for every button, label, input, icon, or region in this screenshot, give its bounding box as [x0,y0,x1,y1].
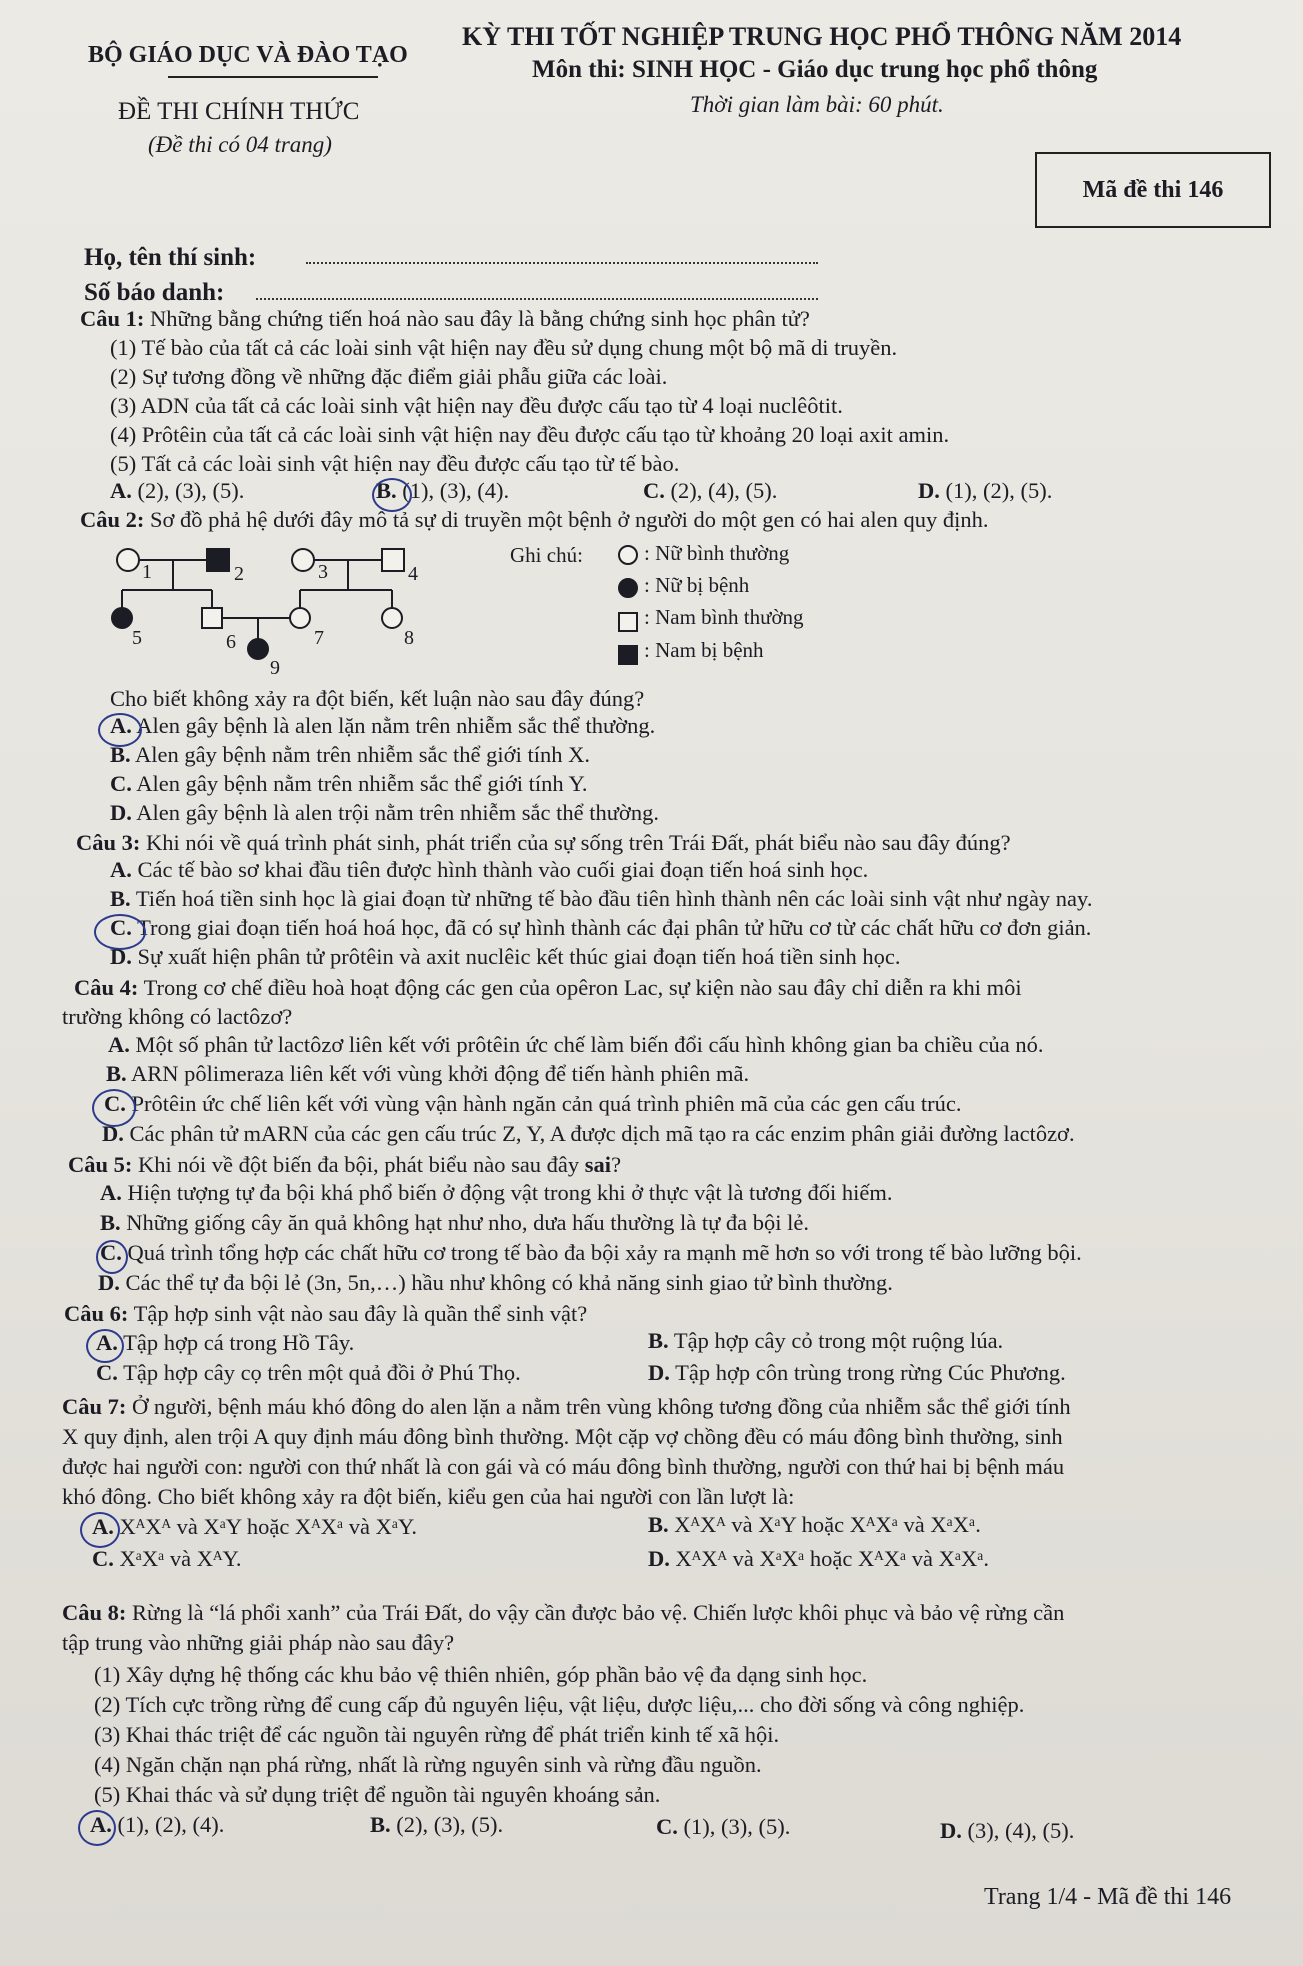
pedigree-label-5: 5 [132,627,142,649]
exam-duration: Thời gian làm bài: 60 phút. [690,92,944,117]
candidate-id-label: Số báo danh: [84,279,225,306]
q3-stem: Câu 3: Khi nói về quá trình phát sinh, phát triển của sự sống trên Trái Đất, phát biểu nào sau đây đúng? [76,830,1011,855]
pedigree-male-2 [207,549,229,571]
q7-option-b[interactable]: B. XᴬXᴬ và XᵃY hoặc XᴬXᵃ và XᵃXᵃ. [648,1512,981,1537]
q8-stem-line2: tập trung vào những giải pháp nào sau đây? [62,1630,455,1655]
q2-option-d[interactable]: D. Alen gây bệnh là alen trội nằm trên nhiễm sắc thể thường. [110,800,659,825]
q5-stem: Câu 5: Khi nói về đột biến đa bội, phát biểu nào sau đây sai? [68,1152,622,1177]
ministry-name: BỘ GIÁO DỤC VÀ ĐÀO TẠO [88,42,408,68]
ministry-underline [168,76,378,78]
q1-item-3: (3) ADN của tất cả các loài sinh vật hiện nay đều được cấu tạo từ 4 loại nuclêôtit. [110,393,843,418]
q7-answer-circle [80,1512,120,1548]
q4-stem-line1: Câu 4: Trong cơ chế điều hoà hoạt động các gen của opêron Lac, sự kiện nào sau đây chỉ diễn ra khi môi [74,975,1022,1000]
q5-option-a[interactable]: A. Hiện tượng tự đa bội khá phổ biến ở động vật trong khi ở thực vật là tương đối hiếm. [100,1180,893,1205]
pedigree-label-2: 2 [234,563,244,585]
q1-option-c[interactable]: C. (2), (4), (5). [643,478,778,503]
legend-female-normal: : Nữ bình thường [644,541,790,565]
q2-prompt: Cho biết không xảy ra đột biến, kết luận nào sau đây đúng? [110,686,645,711]
q8-item-1: (1) Xây dựng hệ thống các khu bảo vệ thiên nhiên, góp phần bảo vệ đa dạng sinh học. [94,1662,868,1687]
pedigree-female-9 [248,639,268,659]
q1-stem: Câu 1: Những bằng chứng tiến hoá nào sau đây là bằng chứng sinh học phân tử? [80,306,810,331]
legend-male-normal: : Nam bình thường [644,605,804,629]
pedigree-label-9: 9 [270,657,280,679]
pedigree-female-8 [382,608,402,628]
legend-title: Ghi chú: [510,543,583,567]
q1-item-1: (1) Tế bào của tất cả các loài sinh vật hiện nay đều sử dụng chung một bộ mã di truyền. [110,335,898,360]
q4-option-a[interactable]: A. Một số phân tử lactôzơ liên kết với prôtêin ức chế làm biến đổi cấu hình không gian ba chiều của nó. [108,1032,1044,1057]
q3-option-b[interactable]: B. Tiến hoá tiền sinh học là giai đoạn từ những tế bào đầu tiên hình thành nên các loài sinh vật như ngày nay. [110,886,1093,911]
pedigree-female-1 [117,549,139,571]
q4-option-d[interactable]: D. Các phân tử mARN của các gen cấu trúc Z, Y, A được dịch mã tạo ra các enzim phân giải đường lactôzơ. [102,1121,1075,1146]
q7-stem-line1: Câu 7: Ở người, bệnh máu khó đông do alen lặn a nằm trên vùng không tương đồng của nhiễm sắc thể giới tính [62,1394,1071,1419]
q2-stem: Câu 2: Sơ đồ phả hệ dưới đây mô tả sự di truyền một bệnh ở người do một gen có hai alen quy định. [80,507,989,532]
q6-answer-circle [86,1329,124,1363]
pedigree-male-6 [202,608,222,628]
pedigree-male-4 [382,549,404,571]
q1-item-5: (5) Tất cả các loài sinh vật hiện nay đều được cấu tạo từ tế bào. [110,451,680,476]
pedigree-label-3: 3 [318,561,328,583]
pedigree-female-3 [292,549,314,571]
q4-stem-line2: trường không có lactôzơ? [62,1004,293,1029]
q8-item-2: (2) Tích cực trồng rừng để cung cấp đủ nguyên liệu, vật liệu, dược liệu,... cho đời sống và công nghiệp. [94,1692,1025,1717]
q6-option-a[interactable]: A. Tập hợp cá trong Hồ Tây. [96,1330,355,1355]
q8-option-a[interactable]: A. (1), (2), (4). [90,1812,225,1837]
legend-female-affected: : Nữ bị bệnh [644,573,750,597]
pedigree-label-1: 1 [142,561,152,583]
legend-female-normal-icon [619,546,637,564]
q5-option-d[interactable]: D. Các thể tự đa bội lẻ (3n, 5n,…) hầu như không có khả năng sinh giao tử bình thường. [98,1270,893,1295]
q7-option-c[interactable]: C. XᵃXᵃ và XᴬY. [92,1546,242,1571]
legend-male-affected: : Nam bị bệnh [644,638,764,662]
q8-answer-circle [78,1810,116,1846]
q8-option-c[interactable]: C. (1), (3), (5). [656,1814,791,1839]
q8-option-b[interactable]: B. (2), (3), (5). [370,1812,504,1837]
exam-title: KỲ THI TỐT NGHIỆP TRUNG HỌC PHỔ THÔNG NĂM 2014 [462,22,1182,51]
q5-option-b[interactable]: B. Những giống cây ăn quả không hạt như nho, dưa hấu thường là tự đa bội lẻ. [100,1210,810,1235]
q6-stem: Câu 6: Tập hợp sinh vật nào sau đây là quần thể sinh vật? [64,1301,588,1326]
q2-option-b[interactable]: B. Alen gây bệnh nằm trên nhiễm sắc thể giới tính X. [110,742,590,767]
pedigree-label-8: 8 [404,627,414,649]
pedigree-diagram [100,540,440,680]
page-footer: Trang 1/4 - Mã đề thi 146 [984,1884,1232,1910]
q7-stem-line2: X quy định, alen trội A quy định máu đông bình thường. Một cặp vợ chồng đều có máu đông bình thường, sinh [62,1424,1063,1449]
pedigree-label-6: 6 [226,631,236,653]
q6-option-c[interactable]: C. Tập hợp cây cọ trên một quả đồi ở Phú Thọ. [96,1360,521,1385]
pedigree-label-7: 7 [314,627,324,649]
q2-option-c[interactable]: C. Alen gây bệnh nằm trên nhiễm sắc thể giới tính Y. [110,771,588,796]
legend-symbols [616,542,642,668]
candidate-name-line[interactable] [306,262,818,264]
legend-male-normal-icon [619,613,637,631]
q5-option-c[interactable]: C. Quá trình tổng hợp các chất hữu cơ trong tế bào đa bội xảy ra mạnh mẽ hơn so với trong tế bào lưỡng bội. [100,1240,1082,1265]
q8-item-3: (3) Khai thác triệt để các nguồn tài nguyên rừng để phát triển kinh tế xã hội. [94,1722,780,1747]
legend-male-affected-icon [619,646,637,664]
q7-stem-line3: được hai người con: người con thứ nhất là con gái và có máu đông bình thường, người con thứ hai bị bệnh máu [62,1454,1065,1479]
q8-item-5: (5) Khai thác và sử dụng triệt để nguồn tài nguyên khoáng sản. [94,1782,661,1807]
pages-note: (Đề thi có 04 trang) [148,132,332,157]
q8-item-4: (4) Ngăn chặn nạn phá rừng, nhất là rừng nguyên sinh và rừng đầu nguồn. [94,1752,762,1777]
q6-option-b[interactable]: B. Tập hợp cây cỏ trong một ruộng lúa. [648,1328,1004,1353]
q1-option-d[interactable]: D. (1), (2), (5). [918,478,1053,503]
official-label: ĐỀ THI CHÍNH THỨC [118,98,360,125]
q8-stem-line1: Câu 8: Rừng là “lá phổi xanh” của Trái Đất, do vậy cần được bảo vệ. Chiến lược khôi phục và bảo vệ rừng cần [62,1600,1065,1625]
q3-option-a[interactable]: A. Các tế bào sơ khai đầu tiên được hình thành vào cuối giai đoạn tiến hoá sinh học. [110,857,869,882]
q6-option-d[interactable]: D. Tập hợp côn trùng trong rừng Cúc Phương. [648,1360,1066,1385]
q7-option-a[interactable]: A. XᴬXᴬ và XᵃY hoặc XᴬXᵃ và XᵃY. [92,1514,418,1539]
q3-option-c[interactable]: C. Trong giai đoạn tiến hoá hoá học, đã có sự hình thành các đại phân tử hữu cơ từ các chất hữu cơ đơn giản. [110,915,1092,940]
pedigree-female-5 [112,608,132,628]
q1-option-b[interactable]: B. (1), (3), (4). [376,478,510,503]
q2-option-a[interactable]: A. Alen gây bệnh là alen lặn nằm trên nhiễm sắc thể thường. [110,713,656,738]
q4-option-c[interactable]: C. Prôtêin ức chế liên kết với vùng vận hành ngăn cản quá trình phiên mã của các gen cấu trúc. [104,1091,962,1116]
q1-item-4: (4) Prôtêin của tất cả các loài sinh vật hiện nay đều được cấu tạo từ khoảng 20 loại axit amin. [110,422,950,447]
q4-option-b[interactable]: B. ARN pôlimeraza liên kết với vùng khởi động để tiến hành phiên mã. [106,1061,750,1086]
q5-answer-circle [96,1240,128,1274]
pedigree-female-7 [290,608,310,628]
pedigree-label-4: 4 [408,563,418,585]
q1-item-2: (2) Sự tương đồng về những đặc điểm giải phẫu giữa các loài. [110,364,668,389]
exam-code-box: Mã đề thi 146 [1035,152,1271,228]
q1-option-a[interactable]: A. (2), (3), (5). [110,478,245,503]
q7-option-d[interactable]: D. XᴬXᴬ và XᵃXᵃ hoặc XᴬXᵃ và XᵃXᵃ. [648,1546,990,1571]
candidate-name-label: Họ, tên thí sinh: [84,244,257,271]
exam-subject: Môn thi: SINH HỌC - Giáo dục trung học phổ thông [532,56,1098,83]
legend-female-affected-icon [619,579,637,597]
q8-option-d[interactable]: D. (3), (4), (5). [940,1818,1075,1843]
q7-stem-line4: khó đông. Cho biết không xảy ra đột biến, kiểu gen của hai người con lần lượt là: [62,1484,795,1509]
q3-option-d[interactable]: D. Sự xuất hiện phân tử prôtêin và axit nuclêic kết thúc giai đoạn tiến hoá tiền sinh học. [110,944,901,969]
candidate-id-line[interactable] [256,298,818,300]
